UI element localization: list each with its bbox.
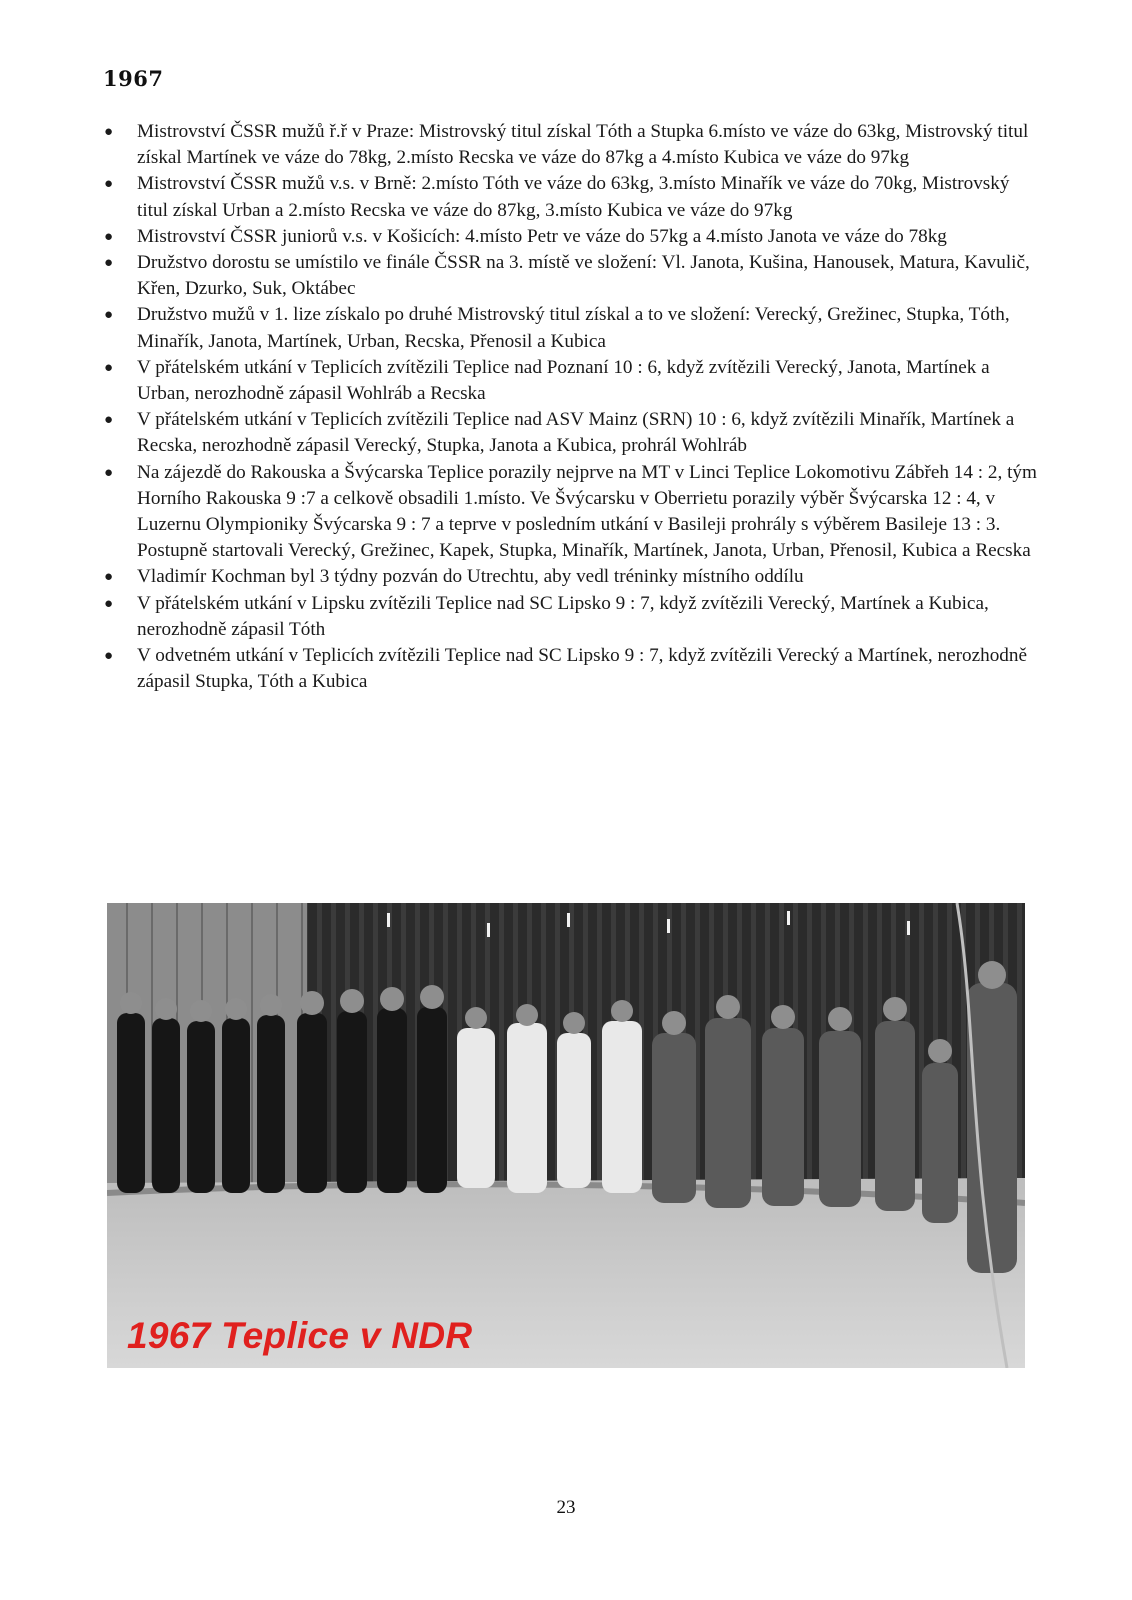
- list-item-text: V přátelském utkání v Teplicích zvítězili Teplice nad Poznaní 10 : 6, když zvítězili Verecký, Janota, Martínek a Urban, nerozhodně zápasil Wohlráb a Recska: [137, 356, 990, 405]
- list-item: [100, 250, 1040, 302]
- list-item: [100, 564, 1040, 590]
- list-item: [100, 355, 1040, 407]
- bullet-icon: ●: [104, 569, 114, 586]
- bullet-icon: ●: [104, 595, 114, 612]
- bullet-icon: ●: [104, 176, 114, 193]
- bullet-icon: ●: [104, 307, 114, 324]
- bullet-icon: ●: [104, 412, 114, 429]
- list-item: [100, 407, 1040, 459]
- event-list: [100, 119, 1040, 695]
- team-photo-illustration: [107, 903, 1025, 1368]
- list-item-text: Mistrovství ČSSR mužů ř.ř v Praze: Mistrovský titul získal Tóth a Stupka 6.místo ve váze do 63kg, Mistrovský titul získal Martínek ve váze do 78kg, 2.místo Recska ve váze do 87kg a 4.místo Kubica ve váze do 97kg: [137, 121, 1029, 169]
- page-number: 23: [556, 1497, 576, 1518]
- list-item-text: V přátelském utkání v Teplicích zvítězili Teplice nad ASV Mainz (SRN) 10 : 6, když zvítězili Minařík, Martínek a Recska, nerozhodně zápasil Verecký, Stupka, Janota a Kubica, prohrál Wohlráb: [137, 409, 1015, 457]
- list-item-text: V odvetném utkání v Teplicích zvítězili Teplice nad SC Lipsko 9 : 7, když zvítězili Verecký a Martínek, nerozhodně zápasil Stupka, Tóth a Kubica: [137, 645, 1028, 693]
- list-item-text: Družstvo mužů v 1. lize získalo po druhé Mistrovský titul získal a to ve složení: Verecký, Grežinec, Stupka, Tóth, Minařík, Janota, Martínek, Urban, Recska, Přenosil a Kubica: [137, 304, 1010, 352]
- list-item-text: Družstvo dorostu se umístilo ve finále ČSSR na 3. místě ve složení: Vl. Janota, Kušina, Hanousek, Matura, Kavulič, Křen, Dzurko, Suk, Oktábec: [137, 252, 1030, 300]
- photo-caption: 1967 Teplice v NDR: [127, 1315, 473, 1356]
- bullet-icon: ●: [104, 228, 114, 245]
- bullet-icon: ●: [104, 464, 114, 481]
- list-item-text: Na zájezdě do Rakouska a Švýcarska Teplice porazily nejprve na MT v Linci Teplice Lokomotivu Zábřeh 14 : 2, tým Horního Rakouska 9 :7 a celkově obsadili 1.místo. Ve Švýcarsku v Oberrietu porazily výběr Švýcarska 12 : 4, v Luzernu Olympioniky Švýcarska 9 : 7 a teprve v posledním utkání v Basileji prohrály s výběrem Basileje 13 : 3. Postupně startovali Verecký, Grežinec, Kapek, Stupka, Minařík, Martínek, Janota, Urban, Přenosil, Kubica a Recska: [137, 461, 1037, 562]
- bullet-icon: ●: [104, 648, 114, 665]
- list-item-text: Mistrovství ČSSR mužů v.s. v Brně: 2.místo Tóth ve váze do 63kg, 3.místo Minařík ve váze do 70kg, Mistrovský titul získal Urban a 2.místo Recska ve váze do 87kg, 3.místo Kubica ve váze do 97kg: [137, 173, 1010, 221]
- list-item: [100, 224, 1040, 250]
- list-item: [100, 591, 1040, 643]
- bullet-icon: ●: [104, 359, 114, 376]
- team-photo: [107, 903, 1025, 1368]
- list-item-text: Mistrovství ČSSR juniorů v.s. v Košicích: 4.místo Petr ve váze do 57kg a 4.místo Janota ve váze do 78kg: [137, 225, 947, 247]
- bullet-icon: ●: [104, 255, 114, 272]
- list-item-text: V přátelském utkání v Lipsku zvítězili Teplice nad SC Lipsko 9 : 7, když zvítězili Verecký, Martínek a Kubica, nerozhodně zápasil Tóth: [137, 592, 989, 640]
- list-item: [100, 643, 1040, 695]
- list-item: [100, 171, 1040, 223]
- year-heading: 1967: [103, 66, 164, 91]
- list-item: [100, 119, 1040, 171]
- list-item: [100, 460, 1040, 565]
- list-item-text: Vladimír Kochman byl 3 týdny pozván do Utrechtu, aby vedl tréninky místního oddílu: [137, 566, 804, 588]
- bullet-icon: ●: [104, 124, 114, 140]
- list-item: [100, 302, 1040, 354]
